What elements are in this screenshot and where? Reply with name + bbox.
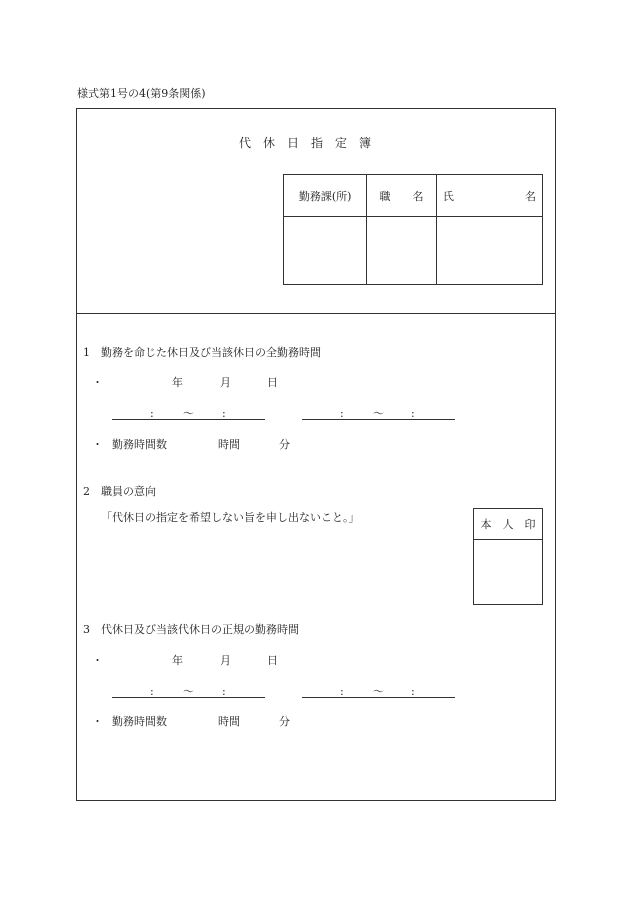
header-dept: 勤務課(所) — [284, 175, 367, 217]
header-name-left: 氏 — [442, 189, 454, 203]
section3-time2-tilde: 〜 — [373, 685, 384, 698]
section1-hours-label: 勤務時間数 — [112, 438, 167, 451]
header-title: 職 名 — [367, 175, 437, 217]
section1-time1-line — [112, 419, 265, 420]
name-value-cell[interactable] — [436, 217, 542, 285]
title-value-cell[interactable] — [367, 217, 437, 285]
header-name — [436, 175, 542, 217]
section1-month: 月 — [220, 376, 231, 389]
section3-year: 年 — [172, 654, 183, 667]
section3-time1-colon2: : — [222, 685, 226, 698]
section3-bullet-date: ・ — [92, 654, 103, 667]
section1-bullet-hours: ・ — [92, 438, 103, 451]
section2-heading: 2 職員の意向 — [83, 485, 156, 498]
section3-hours-unit: 時間 — [218, 715, 240, 728]
section3-hours-label: 勤務時間数 — [112, 715, 167, 728]
section3-time2-colon2: : — [411, 685, 415, 698]
section1-year: 年 — [172, 376, 183, 389]
section1-hours-unit: 時間 — [218, 438, 240, 451]
section1-time1-colon1: : — [150, 407, 154, 420]
section3-bullet-hours: ・ — [92, 715, 103, 728]
header-name-right: 名 — [525, 189, 536, 203]
section1-time2-colon2: : — [411, 407, 415, 420]
page-title: 代 休 日 指 定 簿 — [239, 136, 372, 150]
section3-time1-line — [112, 697, 265, 698]
section3-time1-colon1: : — [150, 685, 154, 698]
section1-time1-tilde: 〜 — [183, 407, 194, 420]
form-number: 様式第1号の4(第9条関係) — [77, 87, 206, 100]
section3-time2-line — [302, 697, 455, 698]
section3-time2-colon1: : — [340, 685, 344, 698]
dept-value-cell[interactable] — [284, 217, 367, 285]
seal-label: 本 人 印 — [474, 509, 542, 540]
section1-heading: 1 勤務を命じた休日及び当該休日の全勤務時間 — [83, 346, 321, 359]
section3-heading: 3 代休日及び当該代休日の正規の勤務時間 — [83, 623, 299, 636]
section3-minutes-unit: 分 — [279, 715, 290, 728]
section1-bullet-date: ・ — [92, 376, 103, 389]
seal-box[interactable] — [473, 508, 543, 605]
section1-time2-colon1: : — [340, 407, 344, 420]
section-divider — [76, 313, 556, 314]
section3-month: 月 — [220, 654, 231, 667]
section1-minutes-unit: 分 — [279, 438, 290, 451]
section3-day: 日 — [267, 654, 278, 667]
section1-day: 日 — [267, 376, 278, 389]
section1-time2-tilde: 〜 — [373, 407, 384, 420]
section3-time1-tilde: 〜 — [183, 685, 194, 698]
section1-time1-colon2: : — [222, 407, 226, 420]
applicant-table — [283, 174, 543, 285]
section1-time2-line — [302, 419, 455, 420]
section2-statement: 「代休日の指定を希望しない旨を申し出ないこと。」 — [101, 511, 360, 524]
